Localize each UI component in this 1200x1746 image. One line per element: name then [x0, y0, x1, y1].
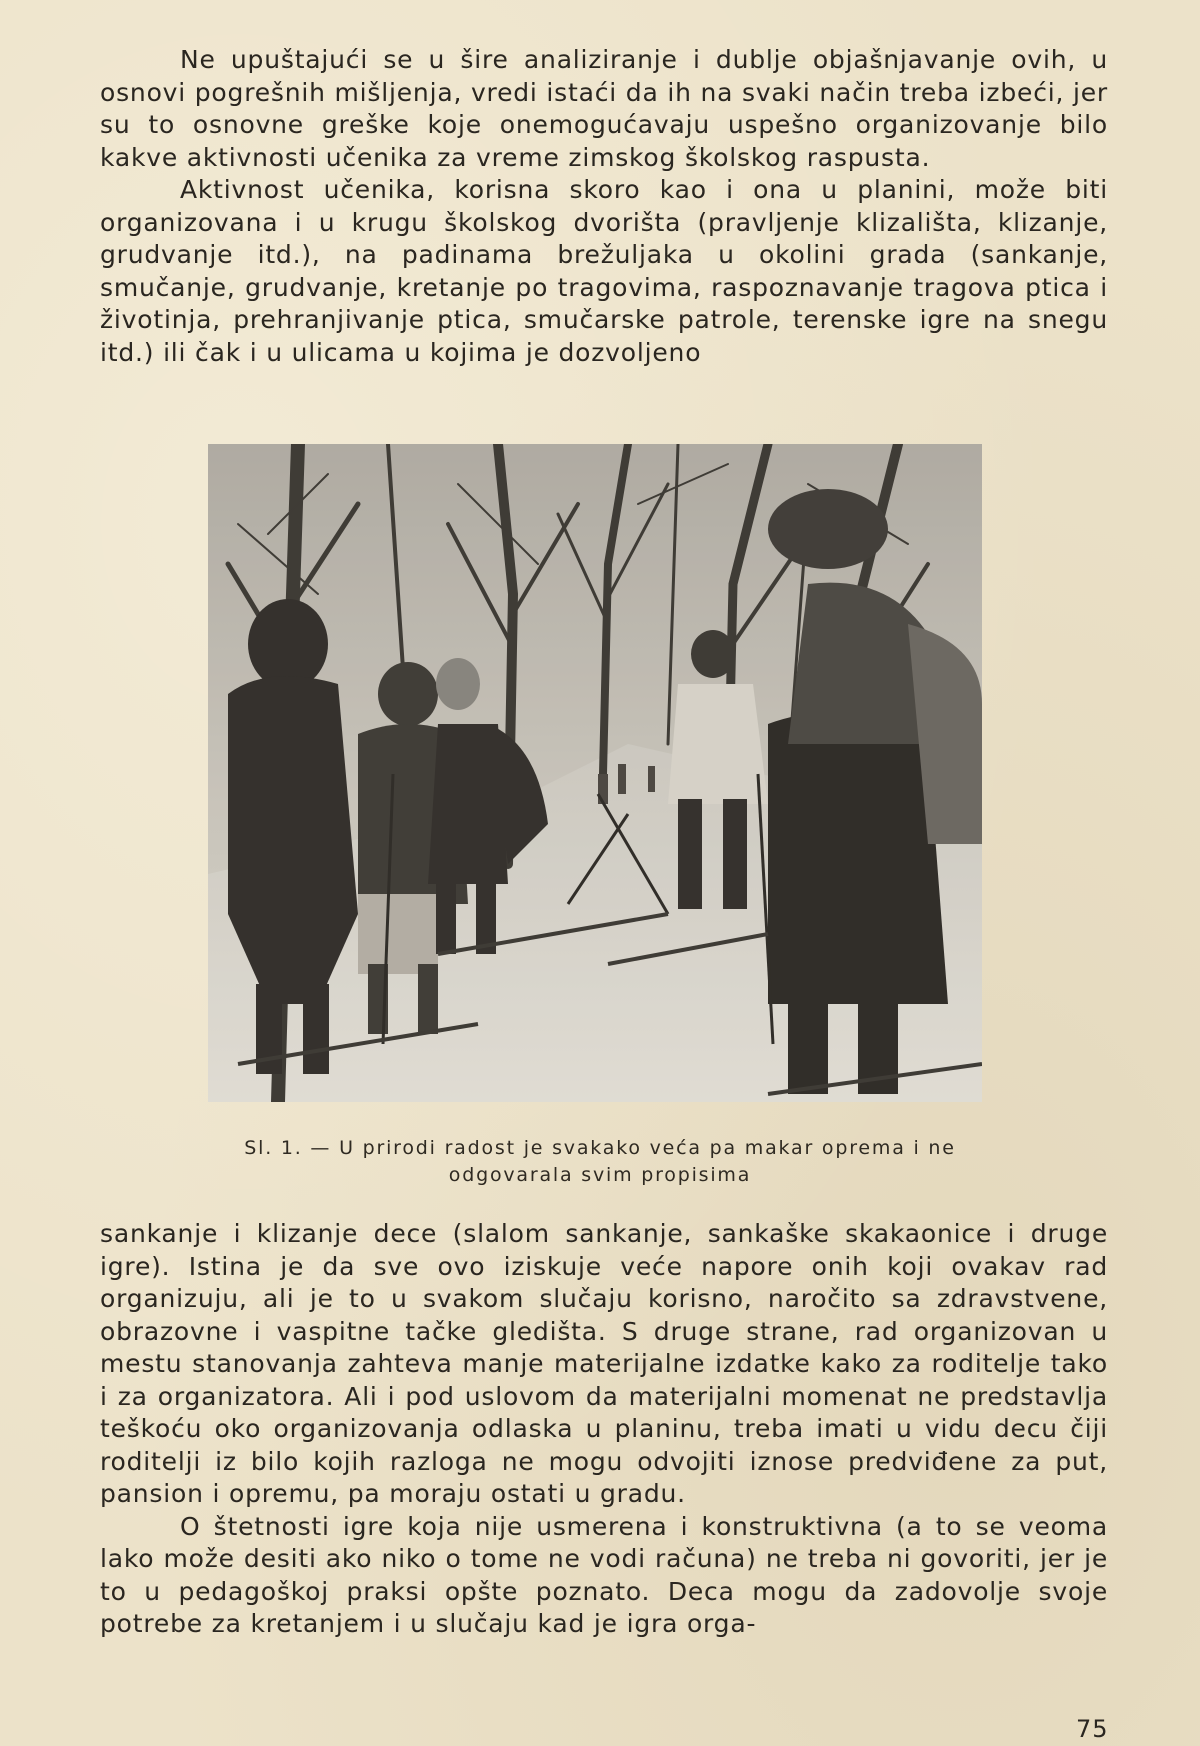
- text-block-bottom: [100, 1218, 1108, 1641]
- paragraph-top-1: Ne upuštajući se u šire analiziranje i dublje objašnjavanje ovih, u osnovi pogrešnih mišljenja, vredi istaći da ih na svaki način treba izbeći, jer su to osnovne greške koje onemogućavaju uspešno organizovanje bilo kakve aktivnosti učenika za vreme zimskog školskog raspusta.: [100, 45, 1108, 172]
- figure-caption: [190, 1135, 1010, 1189]
- page-number: 75: [1076, 1715, 1109, 1743]
- caption-line-1: Sl. 1. — U prirodi radost je svakako veća pa makar oprema i ne: [244, 1137, 956, 1159]
- caption-line-2: odgovarala svim propisima: [448, 1164, 752, 1186]
- text-block-top: [100, 44, 1108, 369]
- figure-photo: [208, 444, 982, 1102]
- paragraph-bottom-1: sankanje i klizanje dece (slalom sankanje, sankaške skakaonice i druge igre). Istina je da sve ovo iziskuje veće napore onih koji ovakav rad organizuju, ali je to u svakom slučaju korisno, naročito sa zdravstvene, obrazovne i vaspitne tačke gledišta. S druge strane, rad organizovan u mestu stanovanja zahteva manje materijalne izdatke kako za roditelje tako i za organizatora. Ali i pod uslovom da materijalni momenat ne predstavlja teškoću oko organizovanja odlaska u planinu, treba imati u vidu decu čiji roditelji iz bilo kojih razloga ne mogu odvojiti iznose predviđene za put, pansion i opremu, pa moraju ostati u gradu.: [100, 1219, 1108, 1508]
- paragraph-bottom-2: O štetnosti igre koja nije usmerena i konstruktivna (a to se veoma lako može desiti ako niko o tome ne vodi računa) ne treba ni govoriti, jer je to u pedagoškoj praksi opšte poznato. Deca mogu da zadovolje svoje potrebe za kretanjem i u slučaju kad je igra orga-: [100, 1511, 1108, 1638]
- paragraph-top-2: Aktivnost učenika, korisna skoro kao i ona u planini, može biti organizovana i u krugu školskog dvorišta (pravljenje klizališta, klizanje, grudvanje itd.), na padinama brežuljaka u okolini grada (sankanje, smučanje, grudvanje, kretanje po tragovima, raspoznavanje tragova ptica i životinja, prehranjivanje ptica, smučarske patrole, terenske igre na snegu itd.) ili čak i u ulicama u kojima je dozvoljeno: [100, 175, 1108, 367]
- skiers-photo-image: [208, 444, 982, 1102]
